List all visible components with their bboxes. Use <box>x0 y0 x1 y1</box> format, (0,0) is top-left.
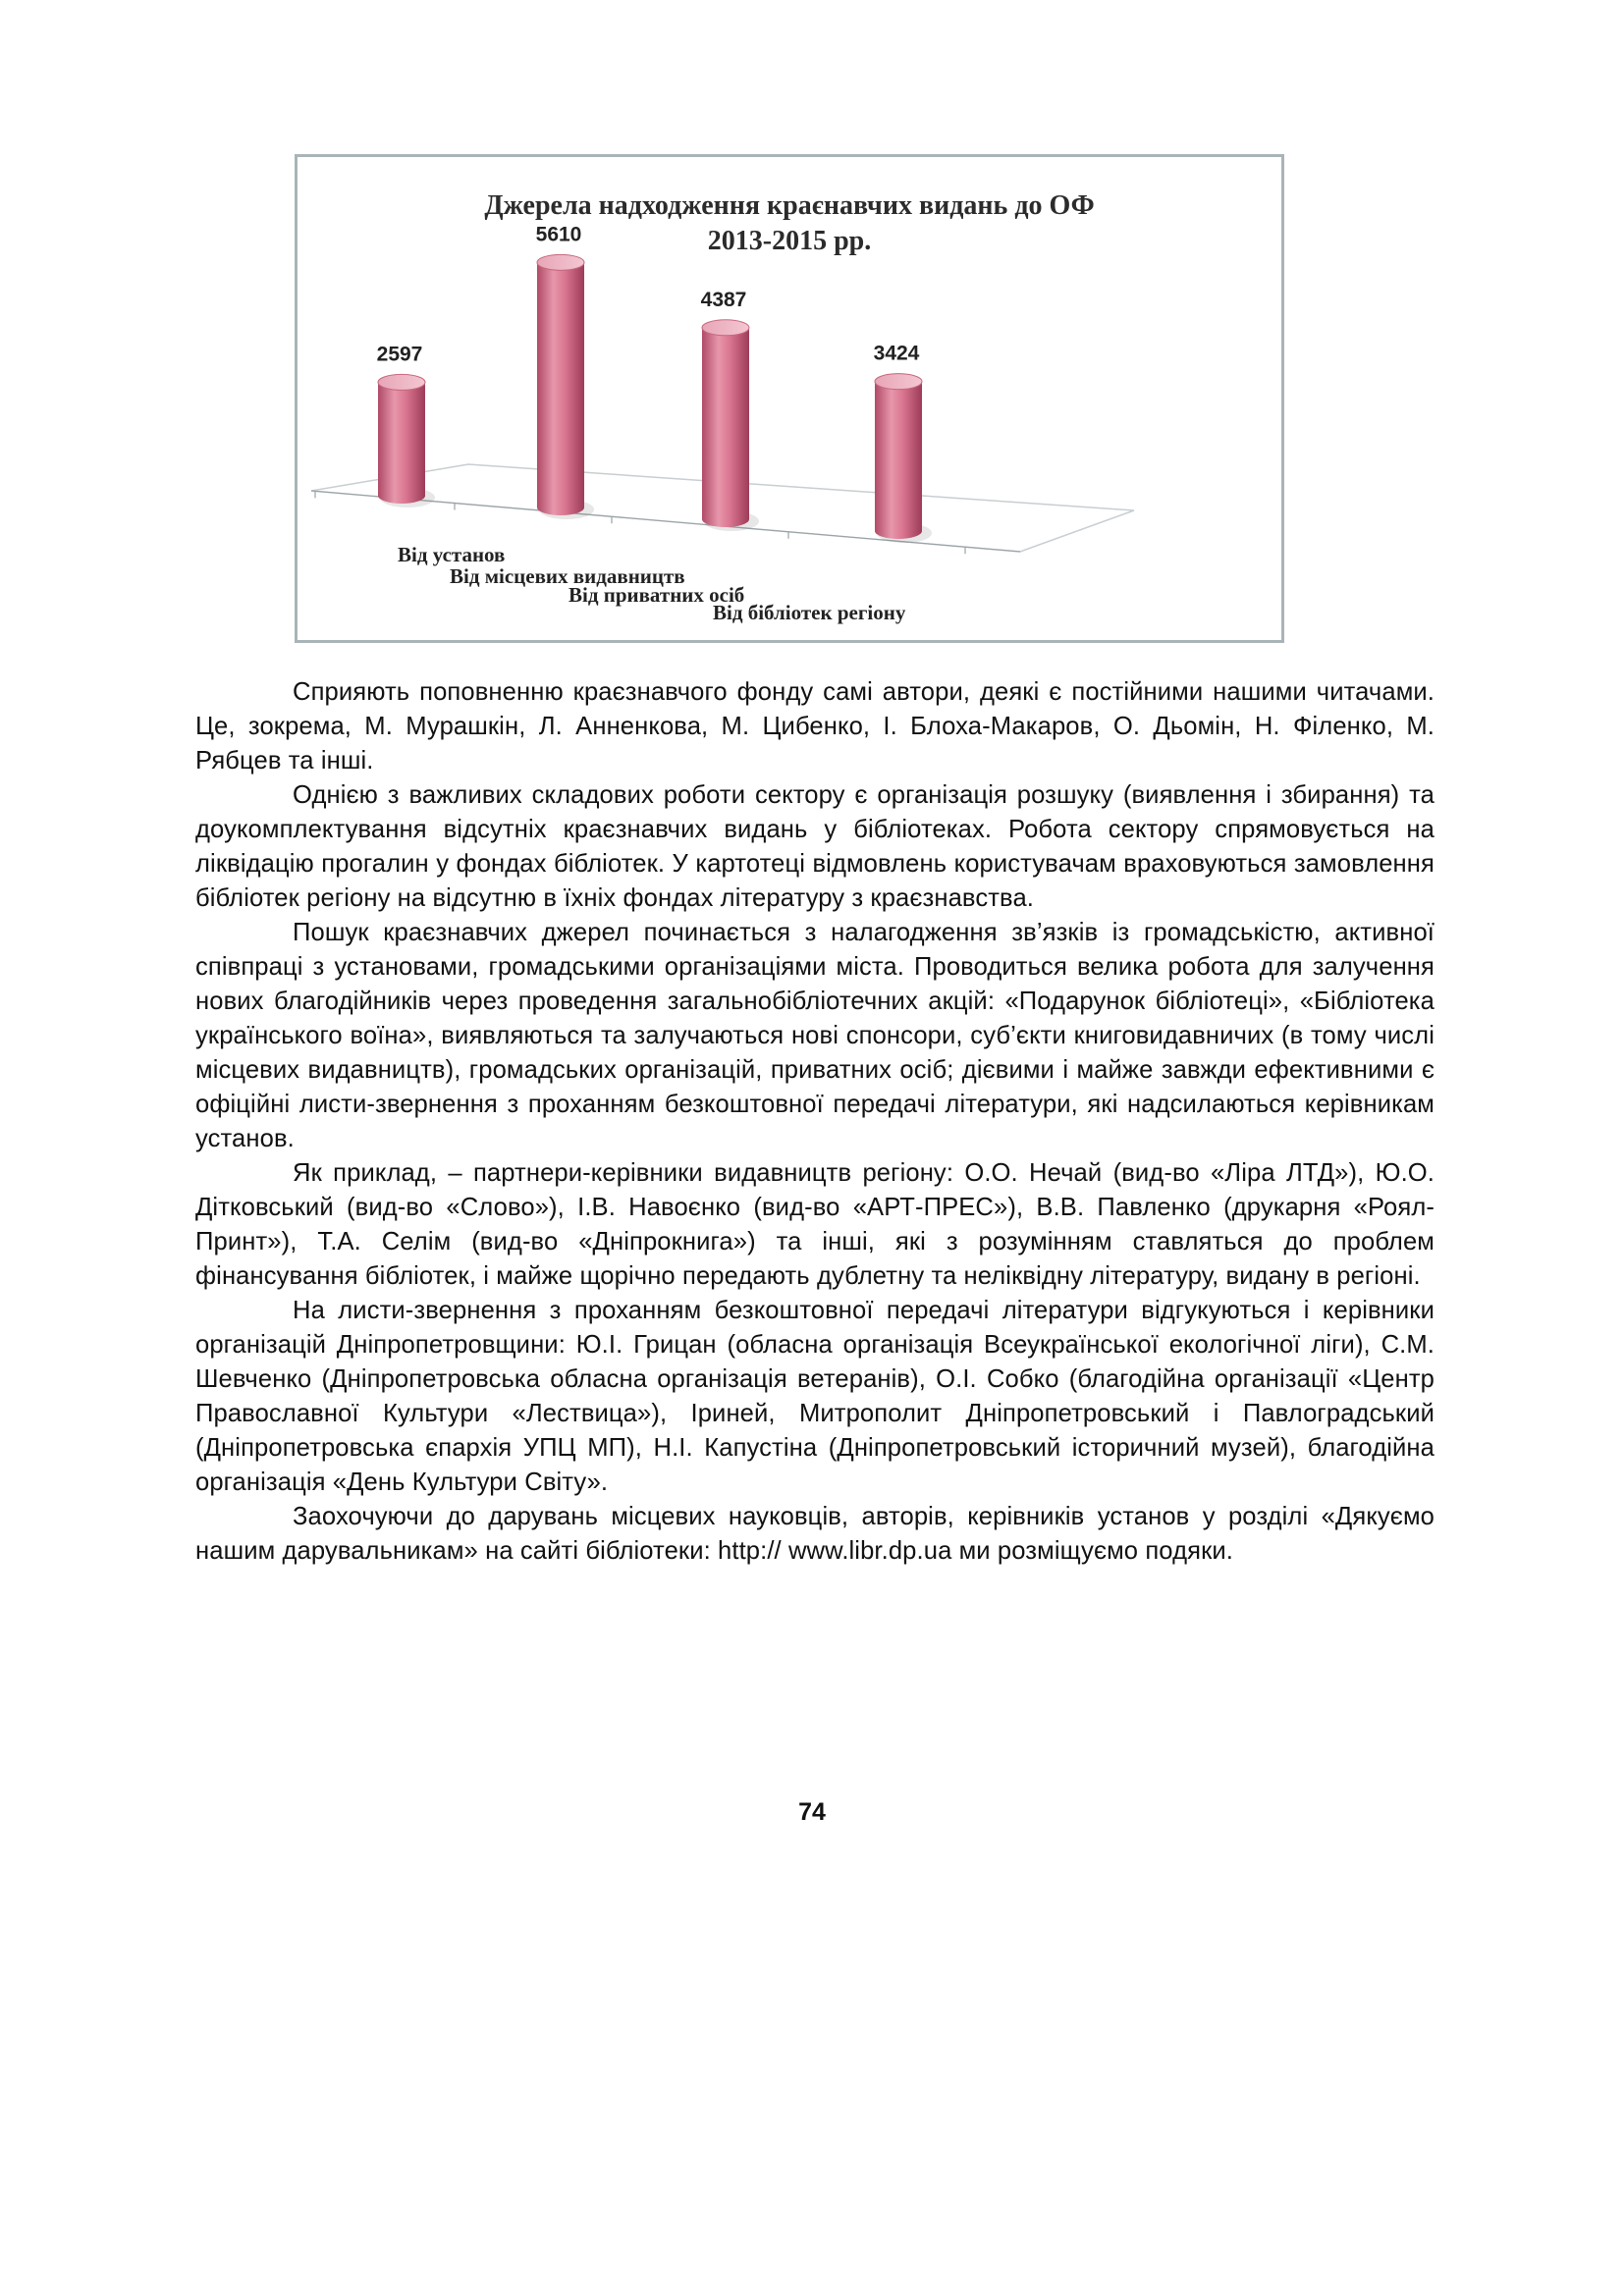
bar-value-label: 3424 <box>873 342 920 365</box>
article-body <box>195 675 1435 1569</box>
paragraph: Однією з важливих складових роботи сектору є організація розшуку (виявлення і збирання) та доукомплектування відсутніх краєзнавчих видань у бібліотеках. Робота сектору спрямовується на ліквідацію прогалин у фондах бібліотек. У картотеці відмовлень користувачам враховуються замовлення бібліотек регіону на відсутню в їхніх фондах літературу з краєзнавства. <box>195 781 1435 912</box>
bar-value-label: 5610 <box>535 223 582 246</box>
category-label: Від установ <box>398 543 506 566</box>
paragraph: Як приклад, – партнери-керівники видавництв регіону: О.О. Нечай (вид-во «Ліра ЛТД»), Ю.О. Дітковський (вид-во «Слово»), І.В. Навоєнко (вид-во «АРТ-ПРЕС»), В.В. Павленко (друкарня «Роял-Принт»), Т.А. Селім (вид-во «Дніпрокнига») та інші, які з розумінням ставляться до проблем фінансування бібліотек, і майже щорічно передають дублетну та неліквідну літературу, видану в регіоні. <box>195 1159 1435 1290</box>
bar-value-label: 2597 <box>376 343 423 366</box>
category-label: Від приватних осіб <box>568 583 745 607</box>
paragraph: Заохочуючи до дарувань місцевих науковців, авторів, керівників установ у розділі «Дякуємо нашим дарувальникам» на сайті бібліотеки: http:// www.libr.dp.ua ми розміщуємо подяки. <box>195 1503 1435 1565</box>
chart-title-line2: 2013-2015 рр. <box>707 226 872 256</box>
bar-value-label: 4387 <box>700 288 747 311</box>
chart-container <box>295 154 1284 643</box>
chart-plot <box>298 157 1281 640</box>
paragraph: Пошук краєзнавчих джерел починається з налагодження зв’язків із громадськістю, активної співпраці з установами, громадськими організаціями міста. Проводиться велика робота для залучення нових благодійників через проведення загальнобібліотечних акцій: «Подарунок бібліотеці», «Бібліотека українського воїна», виявляються та залучаються нові спонсори, суб’єкти книговидавничих (в тому числі місцевих видавництв), громадських організацій, приватних осіб; дієвими і майже завжди ефективними є офіційні листи-звернення з проханням безкоштовної передачі літератури, які надсилаються керівникам установ. <box>195 919 1435 1152</box>
category-label: Від бібліотек регіону <box>713 601 906 624</box>
chart-title-line1: Джерела надходження краєнавчих видань до ОФ <box>484 190 1095 221</box>
page-number: 74 <box>798 1798 826 1826</box>
paragraph: Сприяють поповненню краєзнавчого фонду самі автори, деякі є постійними нашими читачами. Це, зокрема, М. Мурашкін, Л. Анненкова, М. Цибенко, І. Блоха-Макаров, О. Дьомін, Н. Філенко, М. Рябцев та інші. <box>195 678 1435 774</box>
category-label: Від місцевих видавництв <box>450 564 685 588</box>
paragraph: На листи-звернення з проханням безкоштовної передачі літератури відгукуються і керівники організацій Дніпропетровщини: Ю.І. Грицан (обласна організація Всеукраїнської екологічної ліги), С.М. Шевченко (Дніпропетровська обласна організація ветеранів), О.І. Собко (благодійна організації «Центр Православної Культури «Лествица»), Іриней, Митрополит Дніпропетровський і Павлоградський (Дніпропетровська єпархія УПЦ МП), Н.І. Капустіна (Дніпропетровський історичний музей), благодійна організація «День Культури Світу». <box>195 1297 1435 1496</box>
